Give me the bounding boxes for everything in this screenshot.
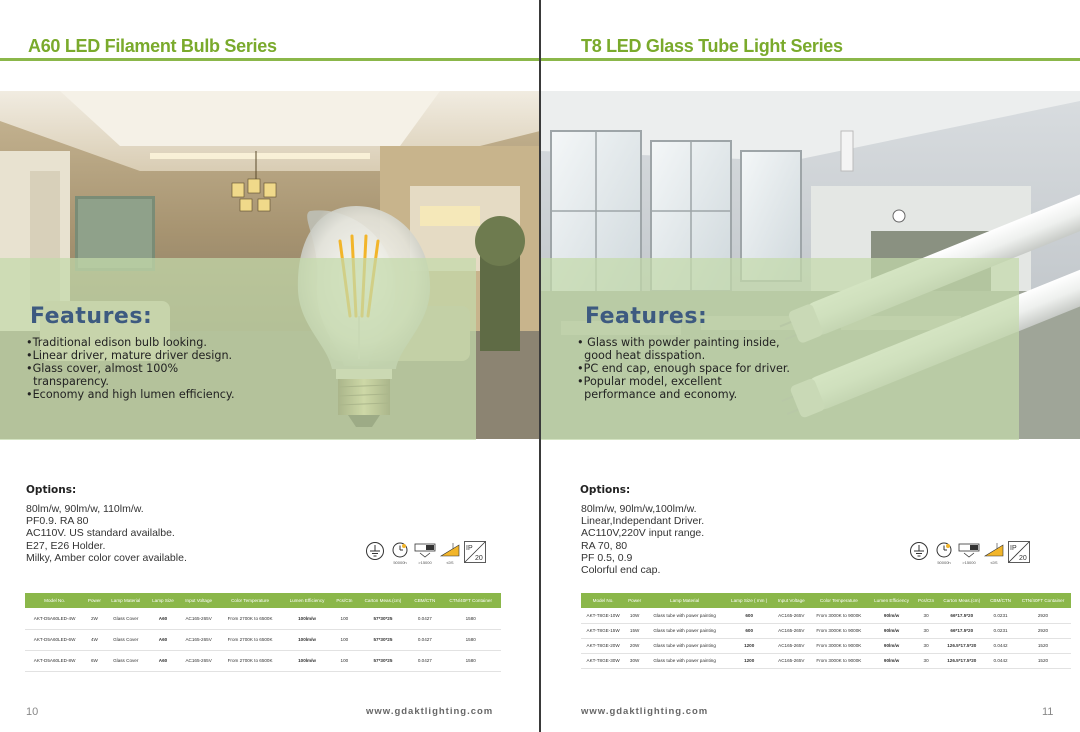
feature-item: performance and economy. bbox=[577, 388, 738, 401]
table-cell: 4W bbox=[84, 629, 104, 650]
option-item: PF0.9. RA 80 bbox=[26, 515, 89, 528]
table-cell: A60 bbox=[147, 608, 179, 629]
features-list bbox=[577, 336, 827, 401]
table-cell: 30 bbox=[915, 653, 938, 668]
table-cell: 2920 bbox=[1015, 623, 1071, 638]
svg-text:20: 20 bbox=[1019, 555, 1027, 562]
certification-icons bbox=[364, 541, 486, 565]
table-cell: 57*30*25 bbox=[357, 608, 410, 629]
table-cell: 1580 bbox=[440, 629, 501, 650]
table-cell: 100 bbox=[332, 608, 357, 629]
table-cell: Glass Cover bbox=[105, 650, 147, 671]
col-header: Lamp Material bbox=[105, 593, 147, 608]
table-cell: 0.0427 bbox=[409, 608, 440, 629]
table-cell: Glass Cover bbox=[105, 608, 147, 629]
table-cell: AC165-265V bbox=[773, 623, 809, 638]
table-cell: 57*30*25 bbox=[357, 650, 410, 671]
table-cell: A60 bbox=[147, 629, 179, 650]
col-header: Power bbox=[625, 593, 644, 608]
table-cell: 1580 bbox=[440, 608, 501, 629]
col-header: Lumen Efficiency bbox=[868, 593, 914, 608]
table-cell: 1200 bbox=[725, 653, 773, 668]
option-item: E27, E26 Holder. bbox=[26, 539, 106, 552]
col-header: Pcs/Ctn bbox=[332, 593, 357, 608]
table-cell: AKT-D5A60LED-6W bbox=[25, 629, 84, 650]
table-cell: 0.0427 bbox=[409, 629, 440, 650]
table-cell: AKT-T8GE-10W bbox=[581, 608, 625, 623]
col-header: Lamp Material bbox=[644, 593, 725, 608]
ip20-icon bbox=[1008, 541, 1030, 565]
table-row bbox=[581, 653, 1071, 668]
table-cell: 100lm/w bbox=[282, 650, 332, 671]
features-heading: Features: bbox=[30, 304, 153, 329]
table-cell: 2W bbox=[84, 608, 104, 629]
table-cell: AKT-D5A60LED-4W bbox=[25, 608, 84, 629]
feature-item: •PC end cap, enough space for driver. bbox=[577, 362, 790, 375]
table-cell: 57*30*25 bbox=[357, 629, 410, 650]
table-cell: AC165-265V bbox=[773, 608, 809, 623]
table-cell: AKT-T8GE-20W bbox=[581, 638, 625, 653]
col-header: Carton Meas.(cm) bbox=[357, 593, 410, 608]
table-row bbox=[25, 629, 501, 650]
col-header: Model No. bbox=[25, 593, 84, 608]
table-cell: From 2700K to 6500K bbox=[218, 650, 282, 671]
table-cell: 90lm/w bbox=[868, 638, 914, 653]
features-list bbox=[26, 336, 276, 401]
switch-icon: >15000 bbox=[958, 541, 980, 565]
table-cell: Glass tube with power painting bbox=[644, 653, 725, 668]
table-header-row bbox=[581, 593, 1071, 608]
table-cell: 0.0442 bbox=[986, 638, 1015, 653]
switch-icon: >15000 bbox=[414, 541, 436, 565]
col-header: CTN/40FT Container bbox=[440, 593, 501, 608]
table-cell: From 3000K to 9000K bbox=[809, 623, 868, 638]
table-cell: 6W bbox=[84, 650, 104, 671]
option-item: PF 0.5, 0.9 bbox=[581, 551, 633, 564]
feature-item: •Glass cover, almost 100% bbox=[26, 362, 179, 375]
table-cell: AC165-265V bbox=[773, 638, 809, 653]
col-header: Lumen Efficiency bbox=[282, 593, 332, 608]
col-header: Carton Meas.(cm) bbox=[937, 593, 986, 608]
col-header: Input Voltage bbox=[773, 593, 809, 608]
col-header: CBM/CTN bbox=[409, 593, 440, 608]
table-cell: 66*17.5*20 bbox=[937, 623, 986, 638]
option-item: Colorful end cap. bbox=[581, 564, 661, 577]
table-cell: Glass tube with power painting bbox=[644, 608, 725, 623]
option-item: RA 70, 80 bbox=[581, 539, 628, 552]
svg-text:IP: IP bbox=[1010, 545, 1017, 552]
table-row bbox=[581, 623, 1071, 638]
website-url[interactable]: www.gdaktlighting.com bbox=[366, 706, 494, 717]
option-item: 80lm/w, 90lm/w, 110lm/w. bbox=[26, 503, 144, 515]
col-header: Input Voltage bbox=[179, 593, 218, 608]
page-number: 11 bbox=[1042, 706, 1054, 718]
ground-icon bbox=[908, 541, 930, 565]
table-cell: 100 bbox=[332, 629, 357, 650]
spec-table bbox=[25, 593, 501, 672]
table-cell: AC165-265V bbox=[773, 653, 809, 668]
table-cell: 90lm/w bbox=[868, 608, 914, 623]
col-header: Lamp Size bbox=[147, 593, 179, 608]
table-header-row bbox=[25, 593, 501, 608]
table-cell: 66*17.5*20 bbox=[937, 608, 986, 623]
page-spine bbox=[539, 0, 541, 732]
right-page bbox=[541, 0, 1080, 732]
table-cell: AC165-265V bbox=[179, 608, 218, 629]
col-header: Power bbox=[84, 593, 104, 608]
table-cell: From 3000K to 9000K bbox=[809, 608, 868, 623]
table-cell: 126.5*17.5*20 bbox=[937, 653, 986, 668]
col-header: CTN/40FT Container bbox=[1015, 593, 1071, 608]
table-cell: 1520 bbox=[1015, 638, 1071, 653]
table-cell: 0.0427 bbox=[409, 650, 440, 671]
table-row bbox=[25, 608, 501, 629]
ground-icon bbox=[364, 541, 386, 565]
table-cell: 30 bbox=[915, 608, 938, 623]
svg-text:20: 20 bbox=[475, 555, 483, 562]
table-cell: 90lm/w bbox=[868, 623, 914, 638]
feature-item: •Economy and high lumen efficiency. bbox=[26, 388, 235, 401]
feature-item: transparency. bbox=[26, 375, 109, 388]
table-cell: 100lm/w bbox=[282, 629, 332, 650]
option-item: Linear,Independant Driver. bbox=[581, 515, 705, 528]
table-cell: 0.0442 bbox=[986, 653, 1015, 668]
certification-icons bbox=[908, 541, 1030, 565]
feature-item: •Popular model, excellent bbox=[577, 375, 722, 388]
table-row bbox=[581, 608, 1071, 623]
table-cell: 100 bbox=[332, 650, 357, 671]
table-cell: From 3000K to 9000K bbox=[809, 638, 868, 653]
table-cell: 15W bbox=[625, 623, 644, 638]
dimming-icon: ≤0S bbox=[439, 541, 461, 565]
table-cell: 2920 bbox=[1015, 608, 1071, 623]
options-heading: Options: bbox=[26, 484, 77, 496]
table-cell: 1580 bbox=[440, 650, 501, 671]
table-cell: Glass tube with power painting bbox=[644, 638, 725, 653]
table-cell: A60 bbox=[147, 650, 179, 671]
option-item: AC110V. US standard availalbe. bbox=[26, 527, 175, 540]
table-cell: 1520 bbox=[1015, 653, 1071, 668]
col-header: Pcs/Ctn bbox=[915, 593, 938, 608]
option-item: Milky, Amber color cover available. bbox=[26, 551, 187, 564]
clock-icon: 50000h bbox=[389, 541, 411, 565]
table-cell: AKT-T8GE-15W bbox=[581, 623, 625, 638]
table-cell: 126.5*17.5*20 bbox=[937, 638, 986, 653]
col-header: Color Temperature bbox=[809, 593, 868, 608]
table-cell: 10W bbox=[625, 608, 644, 623]
table-cell: From 2700K to 6500K bbox=[218, 608, 282, 629]
feature-item: •Linear driver, mature driver design. bbox=[26, 349, 233, 362]
dimming-icon: ≤0S bbox=[983, 541, 1005, 565]
website-url[interactable]: www.gdaktlighting.com bbox=[581, 706, 709, 717]
table-cell: From 2700K to 6500K bbox=[218, 629, 282, 650]
option-item: 80lm/w, 90lm/w,100lm/w. bbox=[581, 503, 697, 515]
title-rule bbox=[541, 58, 1080, 61]
options-list bbox=[26, 503, 187, 564]
svg-text:IP: IP bbox=[466, 545, 473, 552]
table-cell: AKT-T8GE-30W bbox=[581, 653, 625, 668]
table-cell: 0.0231 bbox=[986, 608, 1015, 623]
title-rule bbox=[0, 58, 540, 61]
col-header: Lamp Size ( mm ) bbox=[725, 593, 773, 608]
table-cell: AKT-D5A60LED-8W bbox=[25, 650, 84, 671]
col-header: Model No. bbox=[581, 593, 625, 608]
table-cell: Glass tube with power painting bbox=[644, 623, 725, 638]
page-number: 10 bbox=[26, 706, 39, 718]
feature-item: good heat disspation. bbox=[577, 349, 706, 362]
table-row bbox=[25, 650, 501, 671]
table-cell: AC165-265V bbox=[179, 629, 218, 650]
table-cell: 30 bbox=[915, 638, 938, 653]
feature-item: • Glass with powder painting inside, bbox=[577, 336, 780, 349]
page-title: A60 LED Filament Bulb Series bbox=[28, 36, 277, 56]
table-cell: 0.0231 bbox=[986, 623, 1015, 638]
table-cell: 30 bbox=[915, 623, 938, 638]
ip20-icon bbox=[464, 541, 486, 565]
feature-item: •Traditional edison bulb looking. bbox=[26, 336, 207, 349]
table-cell: 90lm/w bbox=[868, 653, 914, 668]
table-cell: 600 bbox=[725, 623, 773, 638]
table-cell: AC165-265V bbox=[179, 650, 218, 671]
table-cell: 20W bbox=[625, 638, 644, 653]
options-list bbox=[581, 503, 704, 576]
table-cell: 1200 bbox=[725, 638, 773, 653]
table-cell: 30W bbox=[625, 653, 644, 668]
options-heading: Options: bbox=[580, 484, 631, 496]
col-header: Color Temperature bbox=[218, 593, 282, 608]
col-header: CBM/CTN bbox=[986, 593, 1015, 608]
table-cell: From 3000K to 9000K bbox=[809, 653, 868, 668]
table-row bbox=[581, 638, 1071, 653]
option-item: AC110V,220V input range. bbox=[581, 527, 705, 540]
spec-table bbox=[581, 593, 1071, 669]
table-cell: Glass Cover bbox=[105, 629, 147, 650]
page-title: T8 LED Glass Tube Light Series bbox=[581, 36, 843, 56]
table-cell: 100lm/w bbox=[282, 608, 332, 629]
clock-icon: 50000h bbox=[933, 541, 955, 565]
features-heading: Features: bbox=[585, 304, 708, 329]
table-cell: 600 bbox=[725, 608, 773, 623]
